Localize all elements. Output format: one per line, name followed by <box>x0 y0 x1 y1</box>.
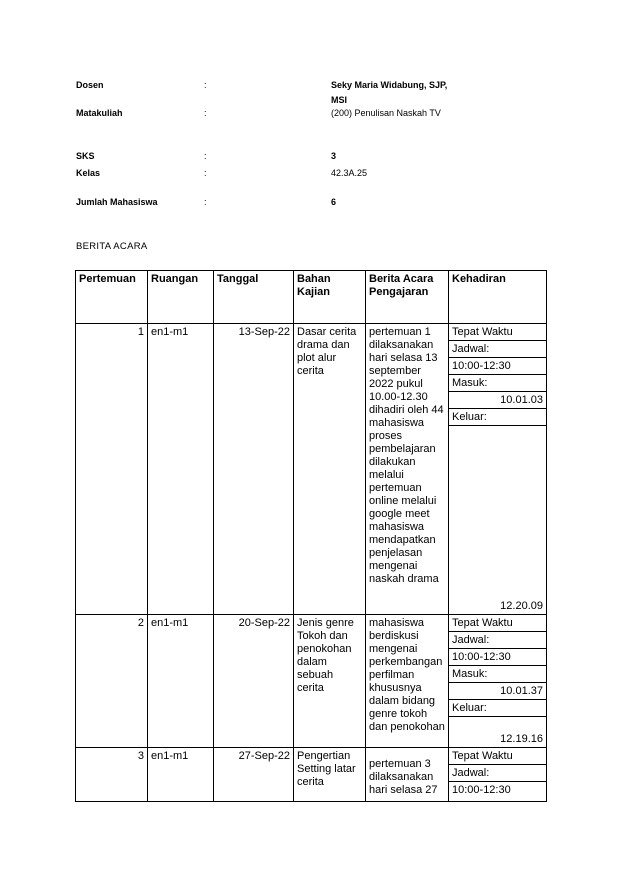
jadwal-label: Jadwal: <box>449 765 546 782</box>
jumlah-label: Jumlah Mahasiswa <box>76 197 158 207</box>
berita-text: pertemuan 3 dilaksanakan hari selasa 27 <box>369 758 438 796</box>
jadwal-value: 10:00-12:30 <box>449 358 546 375</box>
header-ruangan: Ruangan <box>148 271 214 324</box>
status: Tepat Waktu <box>449 615 546 632</box>
cell-kehadiran <box>449 748 547 802</box>
header-pertemuan: Pertemuan <box>76 271 148 324</box>
cell-tanggal: 27-Sep-22 <box>214 748 294 802</box>
cell-kehadiran <box>449 324 547 615</box>
matkul-label: Matakuliah <box>76 108 123 118</box>
table-row <box>76 615 547 748</box>
dosen-label: Dosen <box>76 80 104 90</box>
keluar-label: Keluar: <box>449 700 546 717</box>
keluar-value: 12.20.09 <box>500 600 543 612</box>
colon: : <box>204 168 207 178</box>
cell-kehadiran <box>449 615 547 748</box>
kelas-label: Kelas <box>76 168 101 178</box>
berita-acara-table <box>75 270 547 802</box>
colon: : <box>204 197 207 207</box>
kelas-value: 42.3A.25 <box>331 168 368 178</box>
dosen-value: Seky Maria Widabung, SJP, MSI <box>331 80 448 105</box>
cell-no: 2 <box>76 615 148 748</box>
cell-berita <box>366 748 449 802</box>
cell-bahan: Jenis genre Tokoh dan penokohan dalam sebuah cerita <box>294 615 366 748</box>
jumlah-value: 6 <box>331 197 337 207</box>
table-header <box>76 271 547 324</box>
cell-ruangan: en1-m1 <box>148 615 214 748</box>
masuk-value: 10.01.03 <box>449 392 546 409</box>
status: Tepat Waktu <box>449 324 546 341</box>
cell-bahan: Pengertian Setting latar cerita <box>294 748 366 802</box>
header-kehadiran: Kehadiran <box>449 271 547 324</box>
cell-berita: mahasiswa berdiskusi mengenai perkembangan perfilman khususnya dalam bidang genre tokoh dan penokohan <box>366 615 449 748</box>
matkul-value: (200) Penulisan Naskah TV <box>331 108 441 118</box>
cell-ruangan: en1-m1 <box>148 324 214 615</box>
cell-berita: pertemuan 1 dilaksanakan hari selasa 13 september 2022 pukul 10.00-12.30 dihadiri oleh 44 mahasiswa proses pembelajaran dilakukan melalui pertemuan online melalui google meet mahasiswa mendapatkan penjelasan mengenai naskah drama <box>366 324 449 615</box>
header-tanggal: Tanggal <box>214 271 294 324</box>
cell-bahan: Dasar cerita drama dan plot alur cerita <box>294 324 366 615</box>
table-row <box>76 748 547 802</box>
status: Tepat Waktu <box>449 748 546 765</box>
masuk-label: Masuk: <box>449 375 546 392</box>
sks-value: 3 <box>331 151 337 161</box>
cell-ruangan: en1-m1 <box>148 748 214 802</box>
colon: : <box>204 108 207 118</box>
keluar-label: Keluar: <box>449 409 546 426</box>
cell-tanggal: 13-Sep-22 <box>214 324 294 615</box>
jadwal-value: 10:00-12:30 <box>452 784 511 796</box>
table-row <box>76 324 547 615</box>
colon: : <box>204 151 207 161</box>
jadwal-value: 10:00-12:30 <box>449 649 546 666</box>
cell-no: 1 <box>76 324 148 615</box>
masuk-value: 10.01.37 <box>449 683 546 700</box>
page-title: BERITA ACARA <box>76 241 148 252</box>
header-bahan: Bahan Kajian <box>294 271 366 324</box>
cell-no: 3 <box>76 748 148 802</box>
masuk-label: Masuk: <box>449 666 546 683</box>
jadwal-label: Jadwal: <box>449 341 546 358</box>
keluar-value: 12.19.16 <box>500 733 543 745</box>
sks-label: SKS <box>76 151 95 161</box>
jadwal-label: Jadwal: <box>449 632 546 649</box>
header-berita: Berita Acara Pengajaran <box>366 271 449 324</box>
colon: : <box>204 80 207 90</box>
cell-tanggal: 20-Sep-22 <box>214 615 294 748</box>
